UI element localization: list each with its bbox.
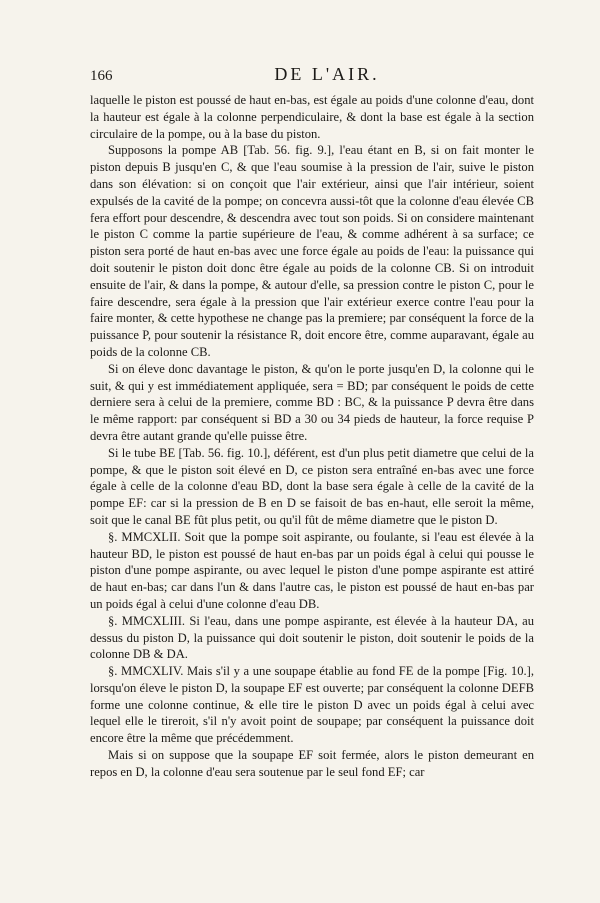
section-mmcxliii: §. MMCXLIII. Si l'eau, dans une pompe aspirante, est élevée à la hauteur DA, au dessus du piston D, la puissance qui doit soutenir le piston, doit soutenir le poids de la colonne DB & DA. xyxy=(90,613,534,662)
paragraph: Mais si on suppose que la soupape EF soit fermée, alors le piston demeurant en repos en D, la colonne d'eau sera soutenue par le seul fond EF; car xyxy=(90,748,534,779)
paragraph: Supposons la pompe AB [Tab. 56. fig. 9.], l'eau étant en B, si on fait monter le piston depuis B jusqu'en C, & que l'eau soumise à la pression de l'air, suive le piston dans son élévation: si on conçoit que l'air extérieur, ainsi que l'air intérieur, soient expulsés de la cavité de la pompe; on concevra aussi-tôt que la colonne d'eau élevée CB fera effort pour descendre, & descendra avec tout son poids. Si on considere maintenant le piston C comme la partie supérieure de l'eau, & comme adhérent à sa surface; ce piston sera porté de haut en-bas avec une force égale au poids de l'eau: la puissance qui doit soutenir le piston doit donc être égale au poids de la colonne CB. Si on introduit ensuite de l'air, & dans la pompe, & autour d'elle, sa pression contre le piston C, pour le faire descendre, sera égale à la pression que l'air extérieur exerce contre l'eau pour la faire monter, & cette hypothese ne change pas la premiere; par conséquent la force de la puissance P, pour soutenir la résistance R, doit encore être, comme auparavant, égale au poids de la colonne CB. xyxy=(90,143,534,359)
page-body xyxy=(90,92,534,781)
paragraph: laquelle le piston est poussé de haut en-bas, est égale au poids d'une colonne d'eau, dont la hauteur est égale à la colonne perpendiculaire, & dont la base est égale à la section circulaire de la pompe, ou à la base du piston. xyxy=(90,93,534,141)
section-mmcxliv: §. MMCXLIV. Mais s'il y a une soupape établie au fond FE de la pompe [Fig. 10.], lorsqu'on éleve le piston D, la soupape EF est ouverte; par conséquent la colonne DEFB forme une colonne continue, & elle tire le piston D avec un poids égal à celui avec lequel elle le tireroit, s'il n'y avoit point de soupape; par conséquent la puissance doit encore être la même que précédemment. xyxy=(90,664,534,746)
paragraph: Si le tube BE [Tab. 56. fig. 10.], déférent, est d'un plus petit diametre que celui de la pompe, & que le piston soit élevé en D, ce piston sera entraîné en-bas avec une force égale à celle de la colonne d'eau BD, dont la base sera égale à celle de la cavité de la pompe EF: car si la pression de B en D se faisoit de bas en-haut, elle seroit la même, soit que le canal BE fût plus petit, ou qu'il fût de même diametre que le piston D. xyxy=(90,445,534,527)
paragraph: Si on éleve donc davantage le piston, & qu'on le porte jusqu'en D, la colonne qui le suit, & qui y est immédiatement appliquée, sera = BD; par conséquent le poids de cette derniere sera à celui de la premiere, comme BD : BC, & la puissance P devra être dans le même rapport: par conséquent si BD a 30 ou 34 pieds de hauteur, la force requise P devra être autant grande qu'elle puisse être. xyxy=(90,361,534,443)
page-number: 166 xyxy=(90,68,113,84)
section-mmcxlii: §. MMCXLII. Soit que la pompe soit aspirante, ou foulante, si l'eau est élevée à la hauteur BD, le piston est poussé de haut en-bas par un poids égal à celui qui pousse le piston d'une pompe aspirante, ou avec lequel le piston d'une pompe aspirante est attiré de haut en-bas; car dans l'un & dans l'autre cas, le piston est poussé de haut en-bas par un poids égal à celui d'une colonne d'eau DB. xyxy=(90,529,534,611)
page-header xyxy=(90,64,534,86)
running-title: DE L'AIR. xyxy=(274,64,380,84)
